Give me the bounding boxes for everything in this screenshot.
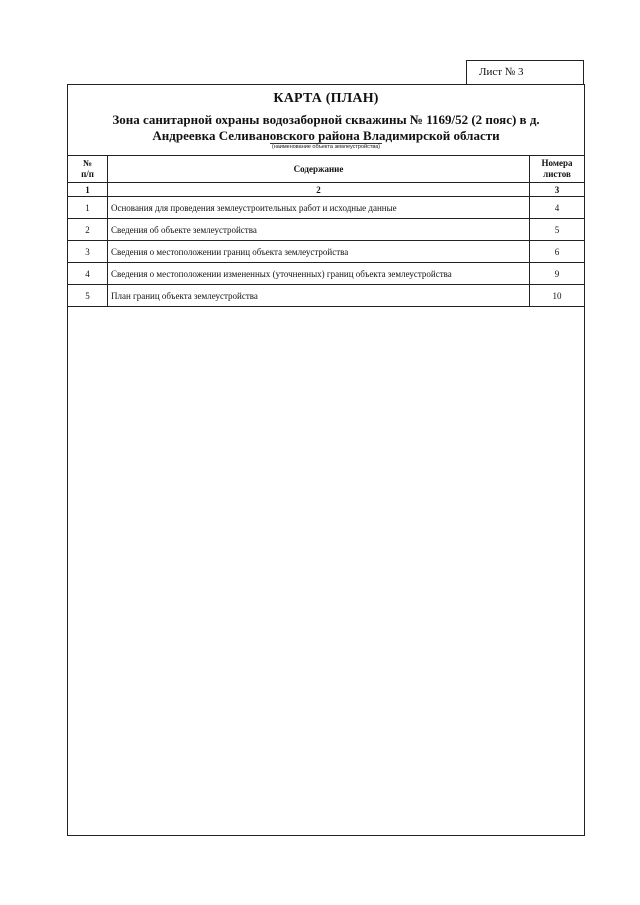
document-subtitle: [68, 112, 584, 144]
row-pages: 4: [530, 197, 585, 219]
header-pages-line-1: Номера: [541, 158, 573, 168]
object-caption: [68, 144, 584, 151]
row-number: 1: [68, 197, 108, 219]
row-description: Сведения о местоположении измененных (уточненных) границ объекта землеустройства: [108, 263, 530, 285]
object-caption-text: (наименование объекта землеустройства): [271, 144, 381, 150]
header-pages-line-2: листов: [543, 169, 571, 179]
document-title: КАРТА (ПЛАН): [273, 91, 379, 106]
row-description: План границ объекта землеустройства: [108, 285, 530, 307]
header-number-line-1: №: [82, 158, 93, 168]
row-pages: 10: [530, 285, 585, 307]
table-row: [68, 263, 585, 285]
row-number: 4: [68, 263, 108, 285]
row-pages: 9: [530, 263, 585, 285]
table-index-row: [68, 183, 585, 197]
index-cell-3: 3: [530, 183, 585, 197]
row-description: Сведения о местоположении границ объекта землеустройства: [108, 241, 530, 263]
index-cell-1: 1: [68, 183, 108, 197]
document-frame: [67, 84, 585, 836]
table-row: [68, 219, 585, 241]
table-row: [68, 241, 585, 263]
row-number: 5: [68, 285, 108, 307]
table-row: [68, 285, 585, 307]
index-cell-2: 2: [108, 183, 530, 197]
row-pages: 6: [530, 241, 585, 263]
table-header-row: [68, 156, 585, 183]
subtitle-line-2: Андреевка Селивановского района Владимирской области: [152, 128, 500, 143]
header-pages: [530, 156, 585, 183]
subtitle-line-1: Зона санитарной охраны водозаборной скважины № 1169/52 (2 пояс) в д.: [112, 112, 540, 127]
header-description: Содержание: [108, 156, 530, 183]
contents-table: [67, 155, 585, 307]
row-description: Сведения об объекте землеустройства: [108, 219, 530, 241]
header-number-line-2: п/п: [81, 169, 94, 179]
sheet-number-label: Лист № 3: [466, 60, 584, 84]
row-number: 2: [68, 219, 108, 241]
header-number: [68, 156, 108, 183]
row-pages: 5: [530, 219, 585, 241]
table-row: [68, 197, 585, 219]
row-description: Основания для проведения землеустроительных работ и исходные данные: [108, 197, 530, 219]
row-number: 3: [68, 241, 108, 263]
